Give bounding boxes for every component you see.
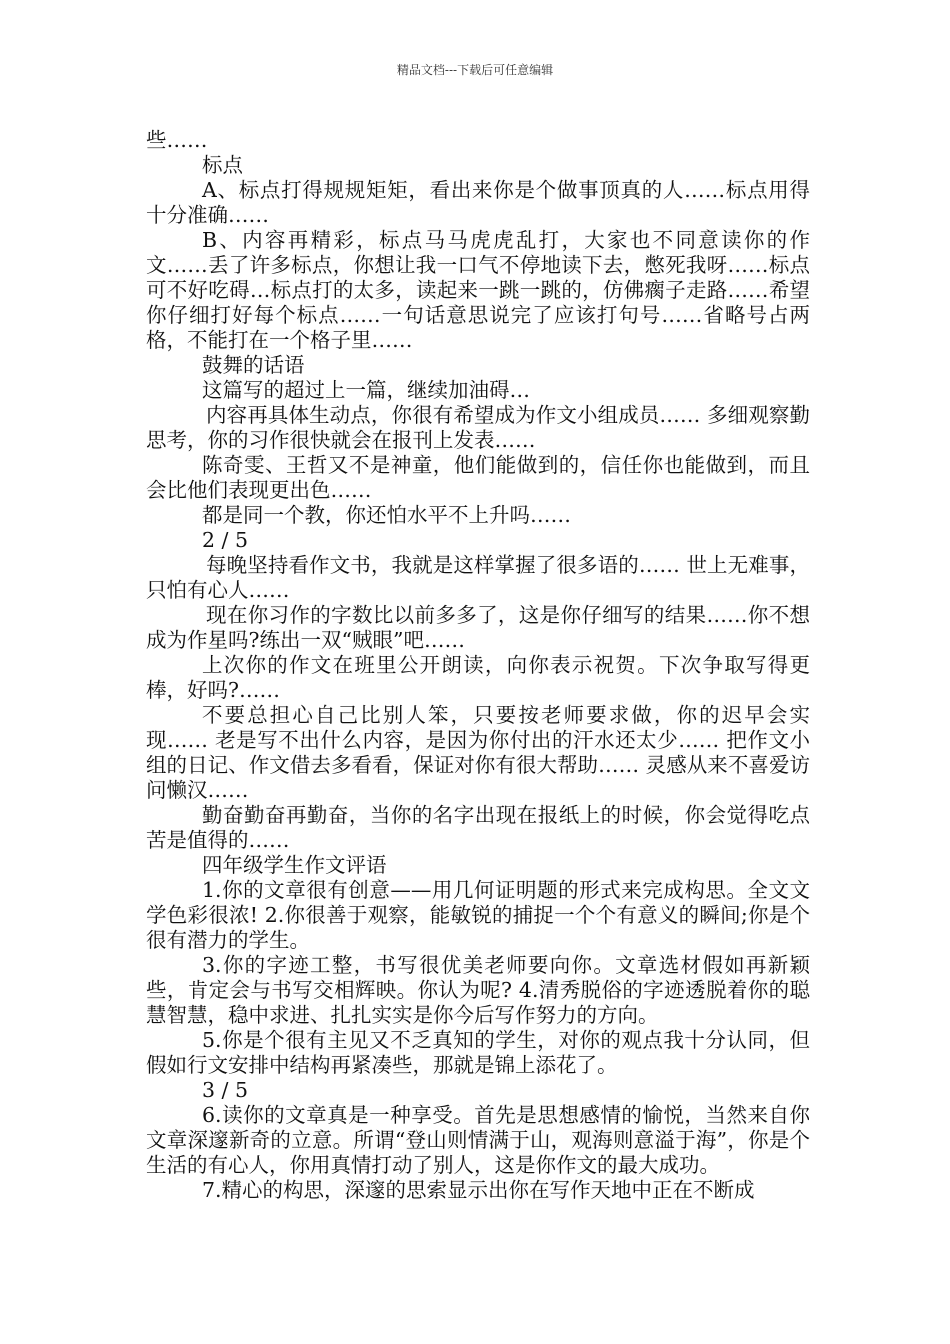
section-heading: 标点	[202, 153, 243, 177]
page-number: 3 / 5	[202, 1078, 249, 1102]
paragraph: 这篇写的超过上一篇，继续加油碍…	[202, 378, 530, 402]
section-heading: 四年级学生作文评语	[202, 853, 387, 877]
paragraph: 上次你的作文在班里公开朗读，向你表示祝贺。下次争取写得更棒，好吗?……	[146, 653, 810, 702]
page-header: 精品文档---下载后可任意编辑	[396, 63, 554, 77]
paragraph: 都是同一个教，你还怕水平不上升吗……	[202, 503, 571, 527]
paragraph: 陈奇雯、王哲又不是神童，他们能做到的，信任你也能做到，而且会比他们表现更出色……	[146, 453, 810, 502]
section-heading: 鼓舞的话语	[202, 353, 305, 377]
paragraph: 6.读你的文章真是一种享受。首先是思想感情的愉悦，当然来自你文章深邃新奇的立意。所谓“登山则情满于山，观海则意溢于海”，你是个生活的有心人，你用真情打动了别人，这是你作文的最大成功。	[146, 1103, 810, 1177]
paragraph: 3.你的字迹工整，书写很优美老师要向你。文章选材假如再新颖些，肯定会与书写交相辉映。你认为呢? 4.清秀脱俗的字迹透脱着你的聪慧智慧，稳中求进、扎扎实实是你今后写作努力的方向。	[146, 953, 810, 1027]
paragraph: 5.你是个很有主见又不乏真知的学生，对你的观点我十分认同，但假如行文安排中结构再紧凑些，那就是锦上添花了。	[146, 1028, 810, 1077]
paragraph: 不要总担心自己比别人笨，只要按老师要求做，你的迟早会实现…… 老是写不出什么内容，是因为你付出的汗水还太少…… 把作文小组的日记、作文借去多看看，保证对你有很大帮助…… 灵感从来不喜爱访问懒汉……	[146, 703, 810, 802]
paragraph: 些……	[146, 128, 208, 152]
paragraph: 勤奋勤奋再勤奋，当你的名字出现在报纸上的时候，你会觉得吃点苦是值得的……	[146, 803, 810, 852]
document-body	[146, 128, 810, 1203]
paragraph: 内容再具体生动点，你很有希望成为作文小组成员…… 多细观察勤思考，你的习作很快就会在报刊上发表……	[146, 403, 810, 452]
paragraph: B、内容再精彩，标点马马虎虎乱打，大家也不同意读你的作文……丢了许多标点，你想让我一口气不停地读下去，憋死我呀……标点可不好吃碍…标点打的太多，读起来一跳一跳的，仿佛瘸子走路……希望你仔细打好每个标点……一句话意思说完了应该打句号……省略号占两格，不能打在一个格子里……	[146, 228, 810, 352]
paragraph: 1.你的文章很有创意——用几何证明题的形式来完成构思。全文文学色彩很浓! 2.你很善于观察，能敏锐的捕捉一个个有意义的瞬间;你是个很有潜力的学生。	[146, 878, 810, 952]
page-number: 2 / 5	[202, 528, 249, 552]
paragraph: 现在你习作的字数比以前多多了，这是你仔细写的结果……你不想成为作星吗?练出一双“贼眼”吧……	[146, 603, 810, 652]
paragraph: 每晚坚持看作文书，我就是这样掌握了很多语的…… 世上无难事，只怕有心人……	[146, 553, 810, 602]
paragraph: A、标点打得规规矩矩，看出来你是个做事顶真的人……标点用得十分准确……	[146, 178, 810, 227]
paragraph: 7.精心的构思，深邃的思索显示出你在写作天地中正在不断成	[202, 1178, 755, 1202]
